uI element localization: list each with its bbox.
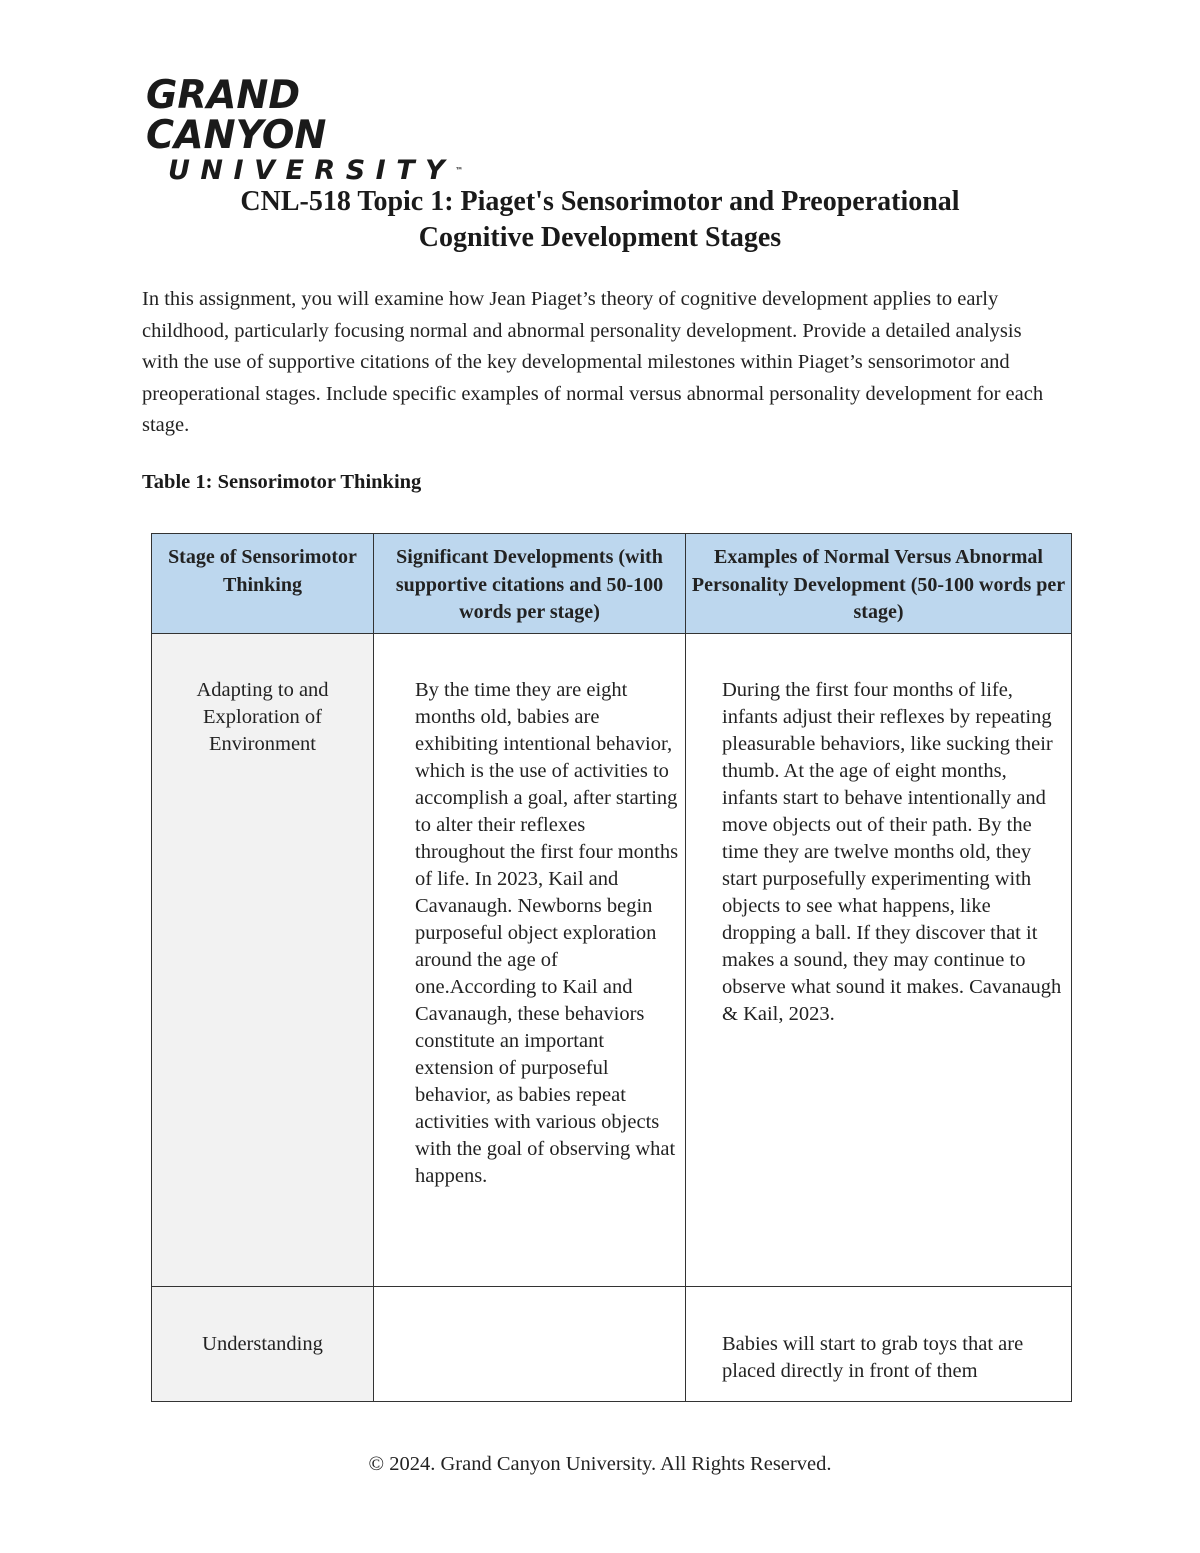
trademark-mark: ™ xyxy=(455,166,464,175)
title-line-2: Cognitive Development Stages xyxy=(418,222,782,253)
developments-cell: By the time they are eight months old, babies are exhibiting intentional behavior, which is the use of activities to accomplish a goal, after starting to alter their reflexes throughout the first four months of life. In 2023, Kail and Cavanaugh. Newborns begin purposeful object exploration around the age of one.According to Kail and Cavanaugh, these behaviors constitute an important extension of purposeful behavior, as babies repeat activities with various objects with the goal of observing what happens. xyxy=(374,633,686,1286)
table-row xyxy=(152,633,1072,1286)
logo-wordmark-line1: GRAND CANYON xyxy=(146,73,327,158)
table-caption: Table 1: Sensorimotor Thinking xyxy=(142,471,422,493)
examples-cell: Babies will start to grab toys that are placed directly in front of them xyxy=(686,1286,1072,1401)
university-logo xyxy=(146,73,476,186)
table-row xyxy=(152,1286,1072,1401)
logo-wordmark-university: UNIVERSITY xyxy=(168,155,456,186)
logo-wordmark-line2 xyxy=(168,156,476,186)
sensorimotor-table xyxy=(151,533,1072,1402)
stage-cell: Understanding xyxy=(152,1286,374,1401)
header-examples: Examples of Normal Versus Abnormal Personality Development (50-100 words per stage) xyxy=(686,534,1072,634)
header-stage: Stage of Sensorimotor Thinking xyxy=(152,534,374,634)
header-developments: Significant Developments (with supportive citations and 50-100 words per stage) xyxy=(374,534,686,634)
table-header-row xyxy=(152,534,1072,634)
title-line-1: CNL-518 Topic 1: Piaget's Sensorimotor and Preoperational xyxy=(240,186,960,217)
copyright-footer: © 2024. Grand Canyon University. All Rights Reserved. xyxy=(368,1453,832,1475)
stage-cell: Adapting to and Exploration of Environment xyxy=(152,633,374,1286)
assignment-intro: In this assignment, you will examine how Jean Piaget’s theory of cognitive development applies to early childhood, particularly focusing normal and abnormal personality development. Provide a detailed analysis with the use of supportive citations of the key developmental milestones within Piaget’s sensorimotor and preoperational stages. Include specific examples of normal versus abnormal personality development for each stage. xyxy=(142,288,1044,436)
developments-cell xyxy=(374,1286,686,1401)
document-title xyxy=(130,184,1070,256)
examples-cell: During the first four months of life, infants adjust their reflexes by repeating pleasurable behaviors, like sucking their thumb. At the age of eight months, infants start to behave intentionally and move objects out of their path. By the time they are twelve months old, they start purposefully experimenting with objects to see what happens, like dropping a ball. If they discover that it makes a sound, they may continue to observe what sound it makes. Cavanaugh & Kail, 2023. xyxy=(686,633,1072,1286)
